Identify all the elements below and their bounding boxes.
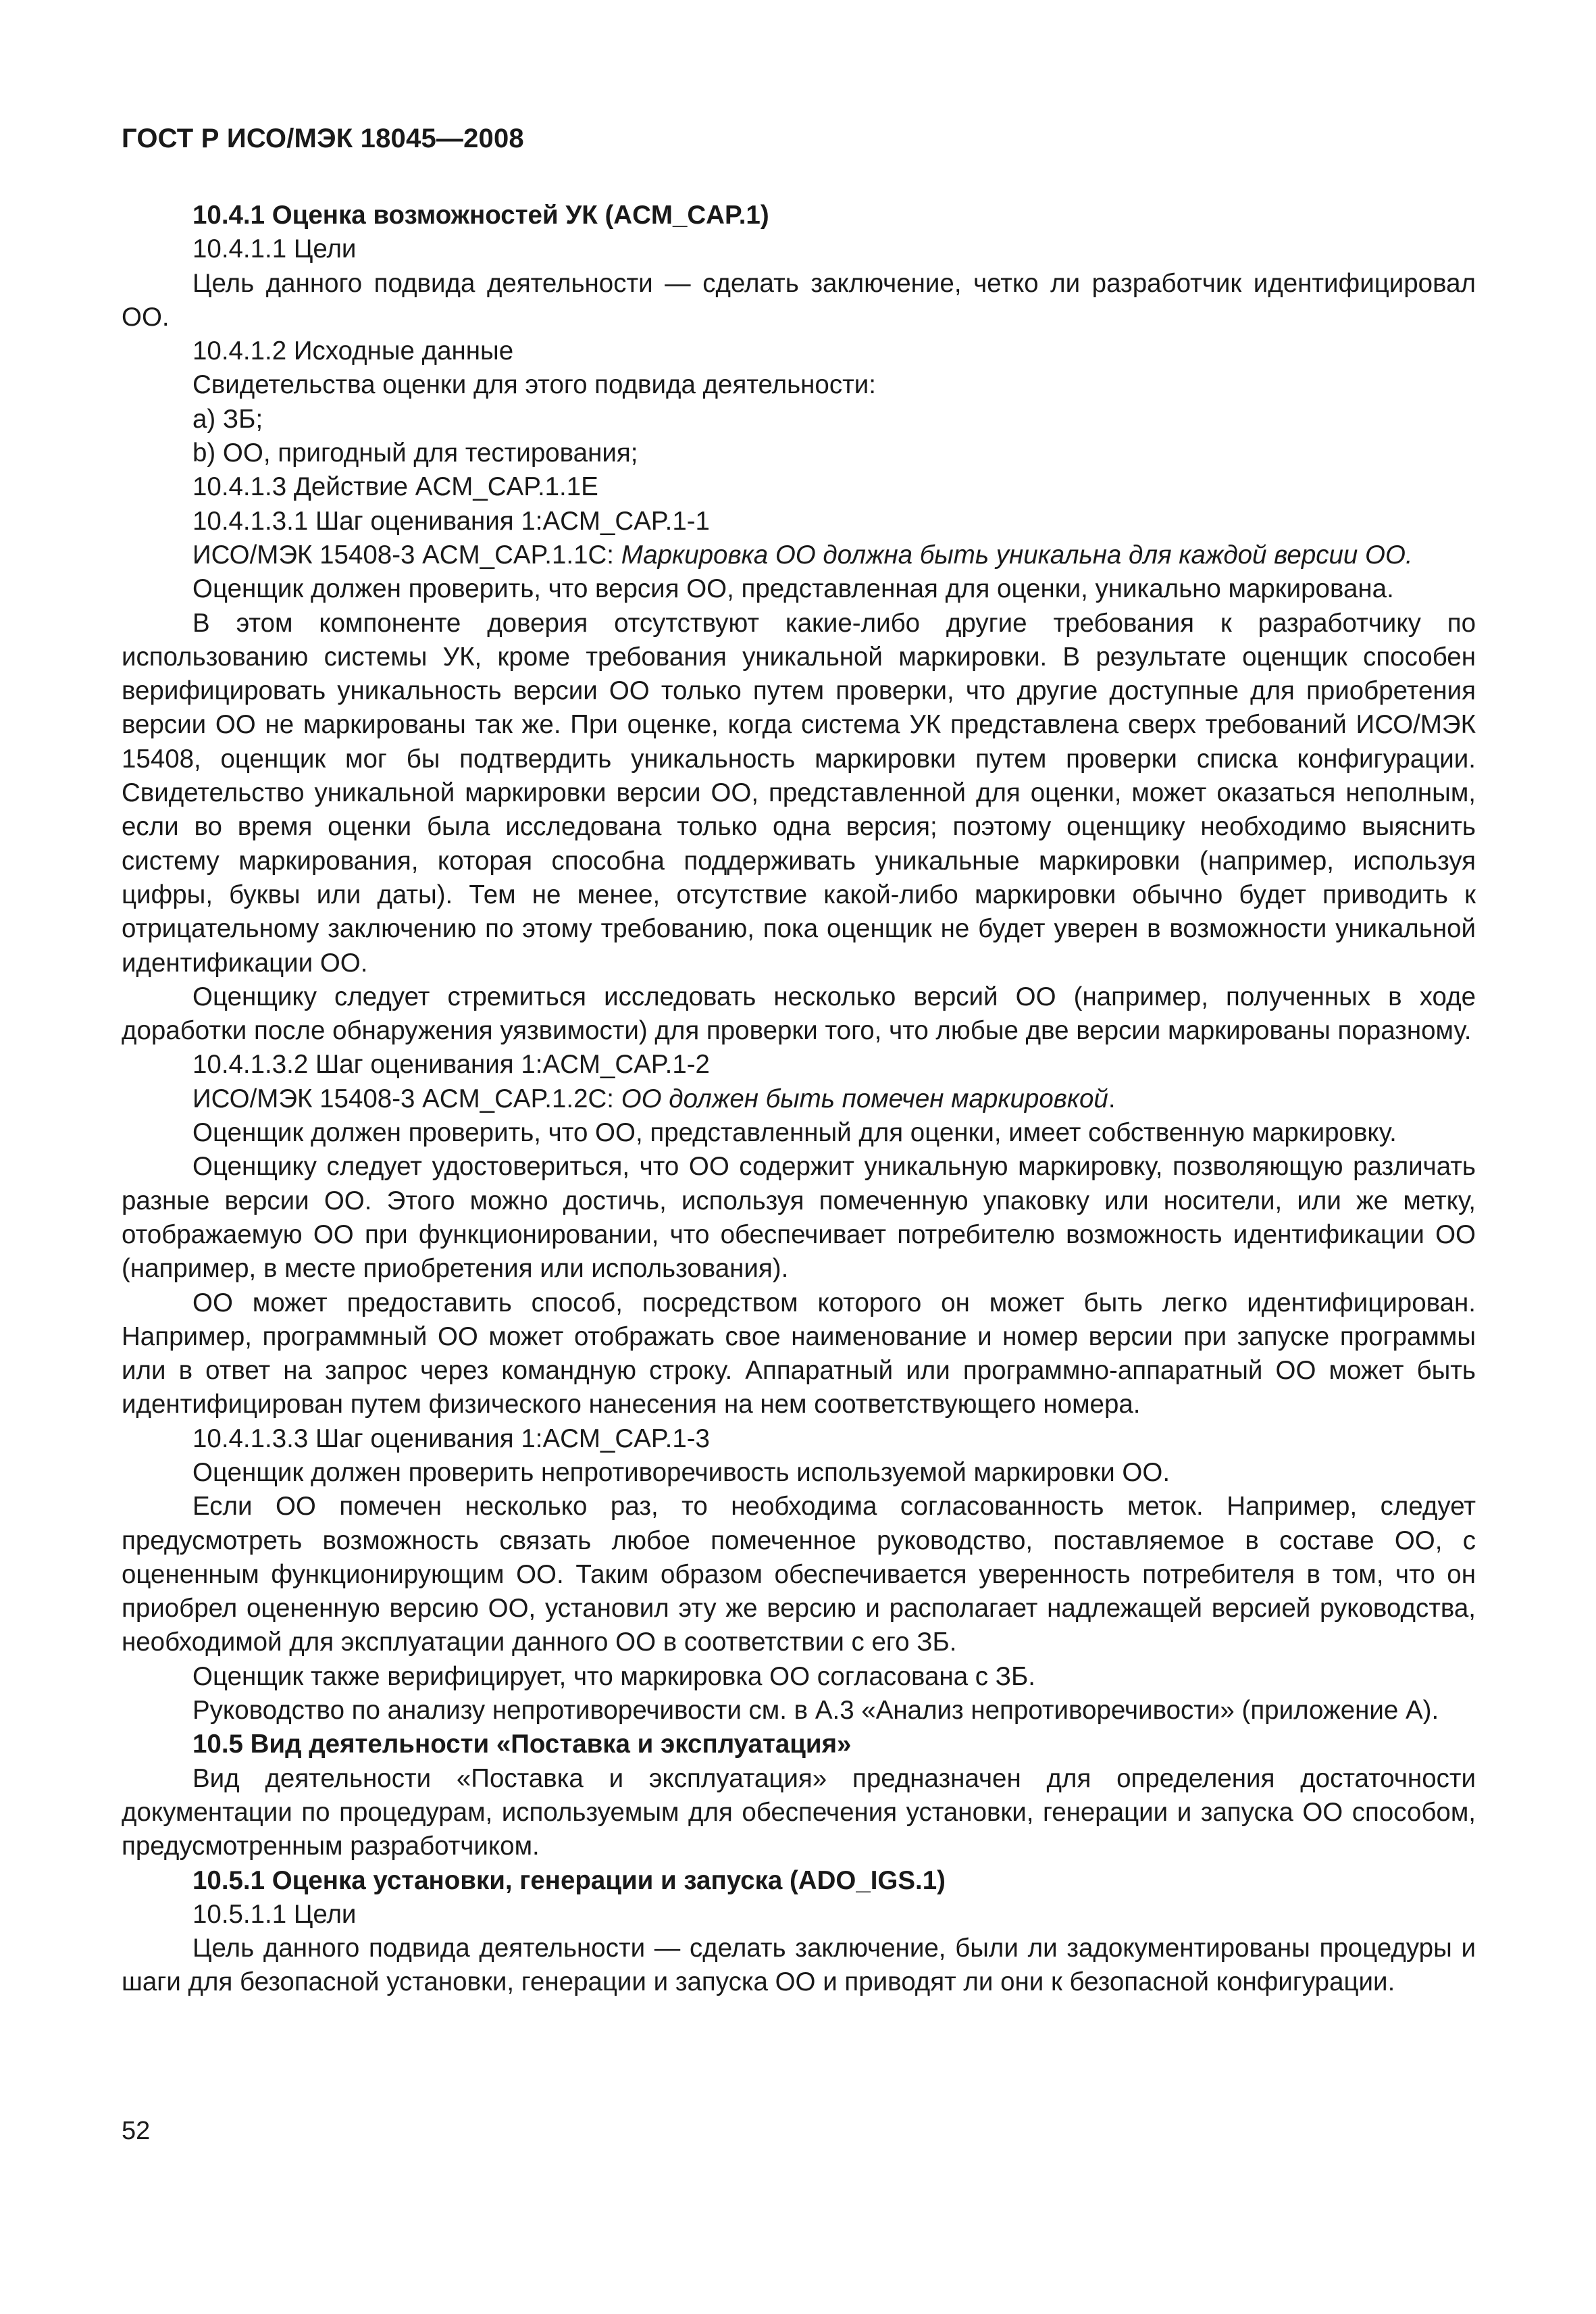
page-body bbox=[122, 199, 1476, 2000]
paragraph-8: Вид деятельности «Поставка и эксплуатация» предназначен для определения достаточности документации по процедурам, используемым для обеспечения установки, генерации и запуска ОО способом, предусмотренным разработчиком. bbox=[122, 1763, 1476, 1861]
list-item-b: b) ОО, пригодный для тестирования; bbox=[192, 438, 638, 468]
requirement-1-ref: ИСО/МЭК 15408-3 ACM_CAP.1.1C: bbox=[192, 540, 621, 570]
requirement-1-text: Маркировка ОО должна быть уникальна для каждой версии ОО. bbox=[621, 540, 1413, 570]
paragraph-check-1: Оценщик должен проверить, что версия ОО, представленная для оценки, уникально маркирована. bbox=[192, 574, 1394, 604]
page-number: 52 bbox=[122, 2117, 151, 2145]
section-heading-10-5: 10.5 Вид деятельности «Поставка и эксплуатация» bbox=[192, 1730, 852, 1759]
section-heading-10-5-1: 10.5.1 Оценка установки, генерации и запуска (ADO_IGS.1) bbox=[192, 1865, 946, 1895]
subsection-10-4-1-1: 10.4.1.1 Цели bbox=[192, 234, 357, 264]
paragraph-check-2: Оценщик должен проверить, что ОО, представленный для оценки, имеет собственную маркировку. bbox=[192, 1118, 1397, 1148]
paragraph-4: ОО может предоставить способ, посредством которого он может быть легко идентифицирован. Например, программный ОО может отображать свое наименование и номер версии при запуске программы или в ответ на запрос через командную строку. Аппаратный или программно-аппаратный ОО может быть идентифицирован путем физического нанесения на нем соответствующего номера. bbox=[122, 1288, 1476, 1419]
requirement-1 bbox=[122, 538, 1476, 572]
paragraph-6: Оценщик также верифицирует, что маркировка ОО согласована с ЗБ. bbox=[192, 1661, 1035, 1691]
requirement-2 bbox=[122, 1082, 1476, 1116]
paragraph-goal-2: Цель данного подвида деятельности — сделать заключение, были ли задокументированы процедуры и шаги для безопасной установки, генерации и запуска ОО и приводят ли они к безопасной конфигурации. bbox=[122, 1934, 1476, 1997]
subsection-10-4-1-3-2: 10.4.1.3.2 Шаг оценивания 1:ACM_CAP.1-2 bbox=[192, 1050, 710, 1080]
requirement-2-ref: ИСО/МЭК 15408-3 ACM_CAP.1.2C: bbox=[192, 1084, 621, 1113]
section-heading-10-4-1: 10.4.1 Оценка возможностей УК (ACM_CAP.1) bbox=[192, 201, 769, 230]
requirement-2-text: ОО должен быть помечен маркировкой bbox=[621, 1084, 1108, 1113]
paragraph-5: Если ОО помечен несколько раз, то необходима согласованность меток. Например, следует предусмотреть возможность связать любое помеченное руководство, поставляемое в составе ОО, с оцененным функционирующим ОО. Таким образом обеспечивается уверенность потребителя в том, что он приобрел оцененную версию ОО, установил эту же версию и располагает надлежащей версией руководства, необходимой для эксплуатации данного ОО в соответствии с его ЗБ. bbox=[122, 1492, 1476, 1657]
subsection-10-4-1-3-1: 10.4.1.3.1 Шаг оценивания 1:ACM_CAP.1-1 bbox=[192, 506, 710, 536]
paragraph-1: В этом компоненте доверия отсутствуют какие-либо другие требования к разработчику по использованию системы УК, кроме требования уникальной маркировки. В результате оценщик способен верифицировать уникальность версии ОО только путем проверки, что другие доступные для приобретения версии ОО не маркированы так же. При оценке, когда система УК представлена сверх требований ИСО/МЭК 15408, оценщик мог бы подтвердить уникальность маркировки путем проверки списка конфигурации. Свидетельство уникальной маркировки версии ОО, представленной для оценки, может оказаться неполным, если во время оценки была исследована только одна версия; поэтому оценщику необходимо выяснить систему маркирования, которая способна поддерживать уникальные маркировки (например, используя цифры, буквы или даты). Тем не менее, отсутствие какой-либо маркировки обычно будет приводить к отрицательному заключению по этому требованию, пока оценщик не будет уверен в возможности уникальной идентификации ОО. bbox=[122, 608, 1476, 978]
paragraph-check-3: Оценщик должен проверить непротиворечивость используемой маркировки ОО. bbox=[192, 1457, 1170, 1487]
subsection-10-5-1-1: 10.5.1.1 Цели bbox=[192, 1899, 357, 1929]
paragraph-2: Оценщику следует стремиться исследовать несколько версий ОО (например, полученных в ходе доработки после обнаружения уязвимости) для проверки того, что любые две версии маркированы поразному. bbox=[122, 982, 1476, 1046]
subsection-10-4-1-3-3: 10.4.1.3.3 Шаг оценивания 1:ACM_CAP.1-3 bbox=[192, 1424, 710, 1453]
paragraph-evidence: Свидетельства оценки для этого подвида деятельности: bbox=[192, 370, 876, 400]
paragraph-7: Руководство по анализу непротиворечивости см. в А.3 «Анализ непротиворечивости» (приложение А). bbox=[192, 1696, 1439, 1726]
subsection-10-4-1-3: 10.4.1.3 Действие ACM_CAP.1.1E bbox=[192, 472, 598, 502]
paragraph-3: Оценщику следует удостовериться, что ОО содержит уникальную маркировку, позволяющую различать разные версии ОО. Этого можно достичь, используя помеченную упаковку или носители, или же метку, отображаемую ОО при функционировании, что обеспечивает потребителю возможность идентификации ОО (например, в месте приобретения или использования). bbox=[122, 1152, 1476, 1284]
requirement-2-end: . bbox=[1108, 1084, 1116, 1113]
standard-header: ГОСТ Р ИСО/МЭК 18045—2008 bbox=[122, 124, 524, 153]
subsection-10-4-1-2: 10.4.1.2 Исходные данные bbox=[192, 336, 514, 366]
list-item-a: a) ЗБ; bbox=[192, 404, 263, 434]
paragraph-goal: Цель данного подвида деятельности — сделать заключение, четко ли разработчик идентифицировал ОО. bbox=[122, 268, 1476, 332]
